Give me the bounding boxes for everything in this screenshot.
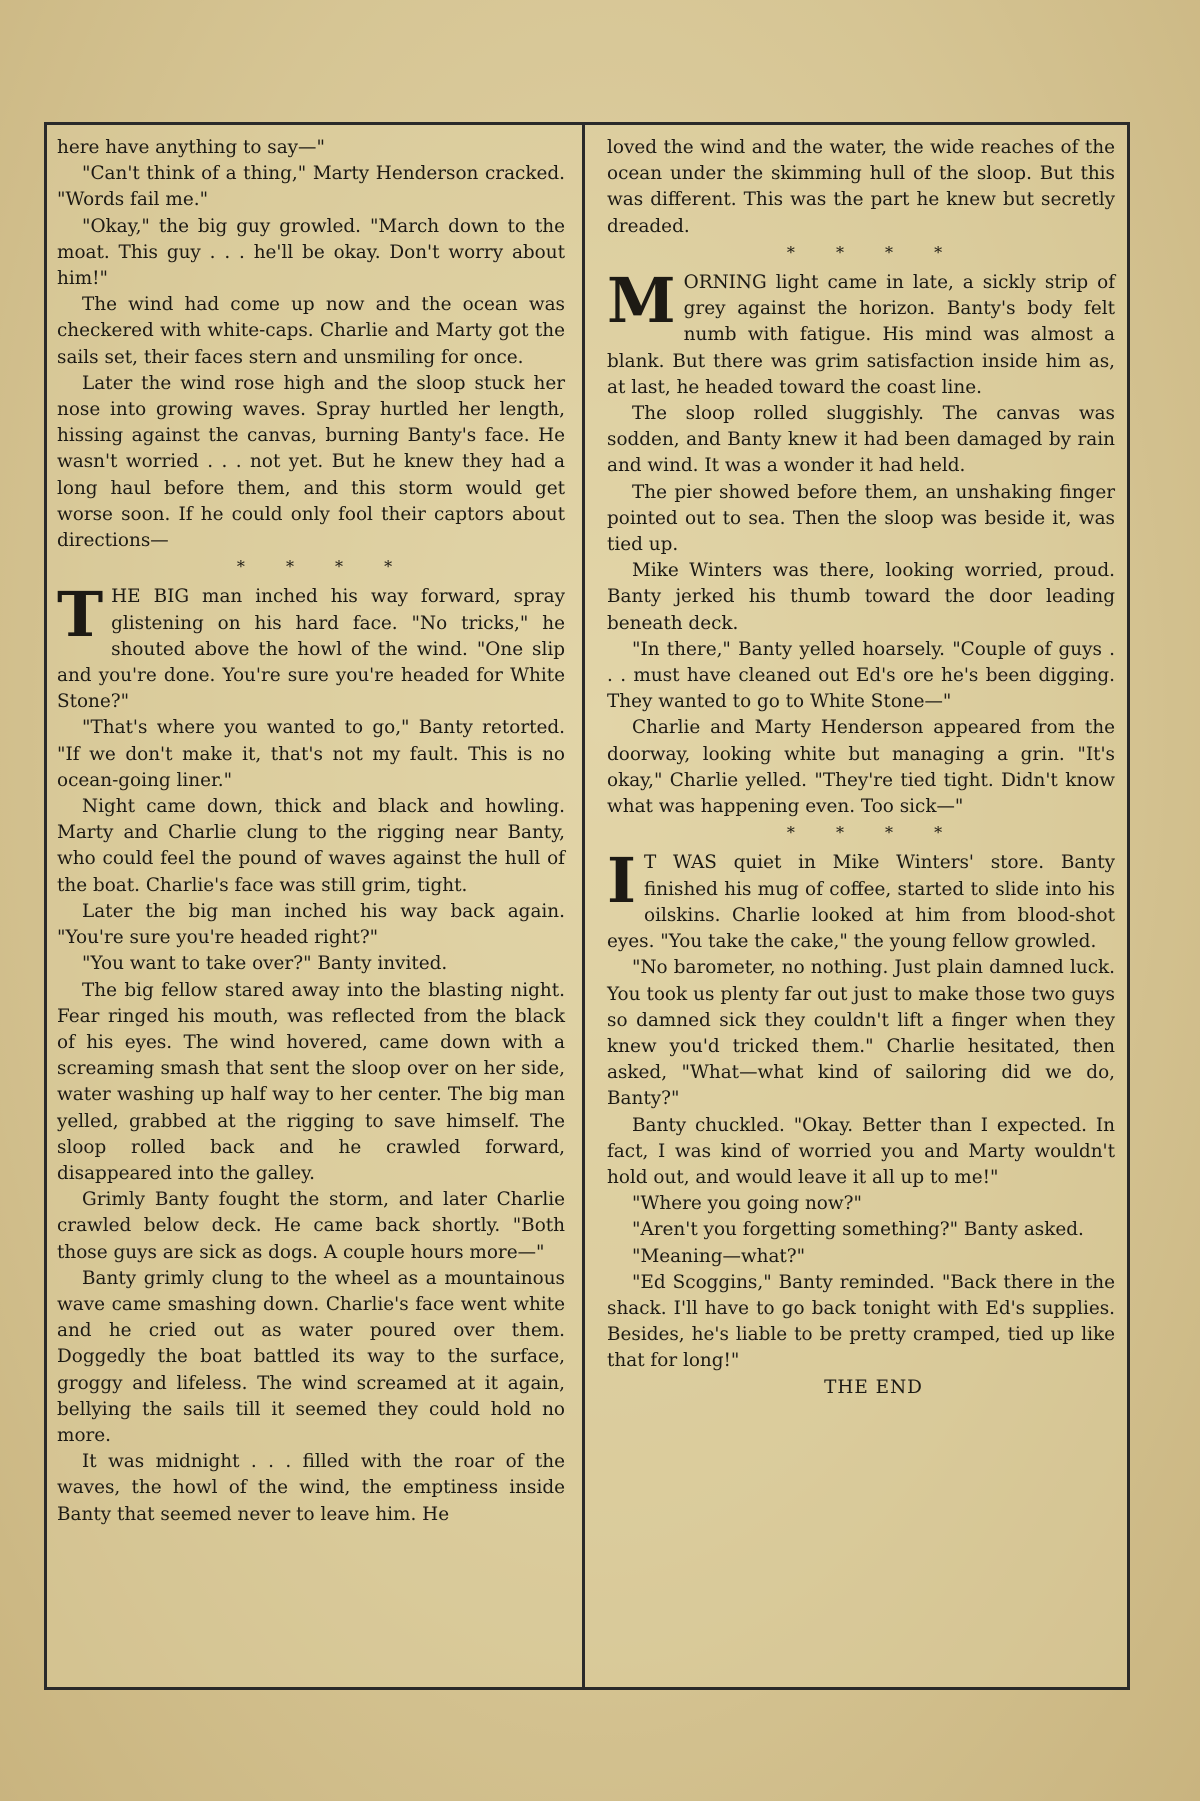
the-end: THE END bbox=[824, 1376, 923, 1398]
paragraph: "Meaning—what?" bbox=[632, 1245, 806, 1267]
drop-cap-paragraph bbox=[57, 578, 565, 715]
paragraph: Later the wind rose high and the sloop stuck her nose into growing waves. Spray hurtled her length, hissing against the canvas, burning Banty's face. He wasn't worried . . . not yet. But he knew they had a long haul before them, and this storm would get worse soon. If he could only fool their captors about directions— bbox=[57, 372, 565, 552]
paragraph: Mike Winters was there, looking worried, proud. Banty jerked his thumb toward the door leading beneath deck. bbox=[607, 560, 1115, 634]
paragraph: The sloop rolled sluggishly. The canvas was sodden, and Banty knew it had been damaged by rain and wind. It was a wonder it had held. bbox=[607, 403, 1115, 477]
right-column bbox=[607, 135, 1115, 1401]
paragraph: "Okay," the big guy growled. "March down to the moat. This guy . . . he'll be okay. Don't worry about him!" bbox=[57, 215, 565, 290]
drop-cap: T bbox=[57, 578, 104, 652]
paragraph: "Can't think of a thing," Marty Henderson cracked. "Words fail me." bbox=[57, 163, 565, 211]
paragraph: "In there," Banty yelled hoarsely. "Couple of guys . . . must have cleaned out Ed's ore he's been digging. They wanted to go to White Stone—" bbox=[607, 638, 1115, 713]
paragraph: "Where you going now?" bbox=[632, 1193, 862, 1215]
drop-cap: M bbox=[607, 264, 676, 338]
paragraph: Later the big man inched his way back again. "You're sure you're headed right?" bbox=[57, 900, 565, 949]
paragraph: T WAS quiet in Mike Winters' store. Banty finished his mug of coffee, started to slide into his oilskins. Charlie looked at him from blood-shot eyes. "You take the cake," the young fellow growled. bbox=[607, 852, 1115, 953]
paragraph: It was midnight . . . filled with the roar of the waves, the howl of the wind, the emptiness inside Banty that seemed never to leave him. He bbox=[57, 1451, 565, 1525]
section-break: * * * * bbox=[786, 242, 961, 262]
paragraph: "You want to take over?" Banty invited. bbox=[82, 953, 448, 975]
paragraph: "Ed Scoggins," Banty reminded. "Back there in the shack. I'll have to go back tonight with Ed's supplies. Besides, he's liable to be pretty cramped, tied up like that for long!" bbox=[607, 1271, 1115, 1372]
drop-cap-paragraph bbox=[607, 844, 1115, 955]
paragraph: Grimly Banty fought the storm, and later Charlie crawled below deck. He came back shortly. "Both those guys are sick as dogs. A couple hours more—" bbox=[57, 1189, 565, 1263]
section-break: * * * * bbox=[236, 557, 411, 577]
paragraph: loved the wind and the water, the wide reaches of the ocean under the skimming hull of the sloop. But this was different. This was the part he knew but secretly dreaded. bbox=[607, 137, 1115, 237]
section-break: * * * * bbox=[786, 823, 961, 843]
paragraph: "Aren't you forgetting something?" Banty asked. bbox=[632, 1219, 1084, 1241]
drop-cap-paragraph bbox=[607, 264, 1115, 401]
paragraph: here have anything to say—" bbox=[57, 137, 325, 158]
paragraph: The pier showed before them, an unshaking finger pointed out to sea. Then the sloop was beside it, was tied up. bbox=[607, 481, 1115, 556]
paragraph: "No barometer, no nothing. Just plain damned luck. You took us plenty far out just to make those two guys so damned sick they couldn't lift a finger when they knew you'd tricked them." Charlie hesitated, then asked, "What—what kind of sailoring did we do, Banty?" bbox=[607, 957, 1115, 1110]
paragraph: The wind had come up now and the ocean was checkered with white-caps. Charlie and Marty got the sails set, their faces stern and unsmiling for once. bbox=[57, 294, 565, 368]
paragraph: Banty grimly clung to the wheel as a mountainous wave came smashing down. Charlie's face went white and he cried out as water poured over them. Doggedly the boat battled its way to the surface, groggy and lifeless. The wind screamed at it again, bellying the sails till it seemed they could hold no more. bbox=[57, 1267, 565, 1446]
paragraph: HE BIG man inched his way forward, spray glistening on his hard face. "No tricks," he shouted above the howl of the wind. "One slip and you're done. You're sure you're headed for White Stone?" bbox=[57, 586, 565, 713]
left-column bbox=[57, 135, 565, 1528]
paragraph: The big fellow stared away into the blasting night. Fear ringed his mouth, was reflected from the black of his eyes. The wind hovered, came down with a screaming smash that sent the sloop over on her side, water washing up half way to her center. The big man yelled, grabbed at the rigging to save himself. The sloop rolled back and he crawled forward, disappeared into the galley. bbox=[57, 979, 565, 1184]
paragraph: Night came down, thick and black and howling. Marty and Charlie clung to the rigging near Banty, who could feel the pound of waves against the hull of the boat. Charlie's face was still grim, tight. bbox=[57, 796, 565, 896]
paragraph: "That's where you wanted to go," Banty retorted. "If we don't make it, that's not my fault. This is no ocean-going liner." bbox=[57, 717, 565, 791]
page-frame bbox=[44, 122, 1130, 1690]
paragraph: ORNING light came in late, a sickly strip of grey against the horizon. Banty's body felt numb with fatigue. His mind was almost a blank. But there was grim satisfaction inside him as, at last, he headed toward the coast line. bbox=[607, 272, 1115, 398]
paragraph: Charlie and Marty Henderson appeared from the doorway, looking white but managing a grin. "It's okay," Charlie yelled. "They're tied tight. Didn't know what was happening even. Too sick—" bbox=[607, 717, 1115, 818]
column-divider bbox=[582, 125, 585, 1687]
drop-cap: I bbox=[607, 844, 637, 918]
paragraph: Banty chuckled. "Okay. Better than I expected. In fact, I was kind of worried you and Marty wouldn't hold out, and would leave it all up to me!" bbox=[607, 1114, 1115, 1188]
